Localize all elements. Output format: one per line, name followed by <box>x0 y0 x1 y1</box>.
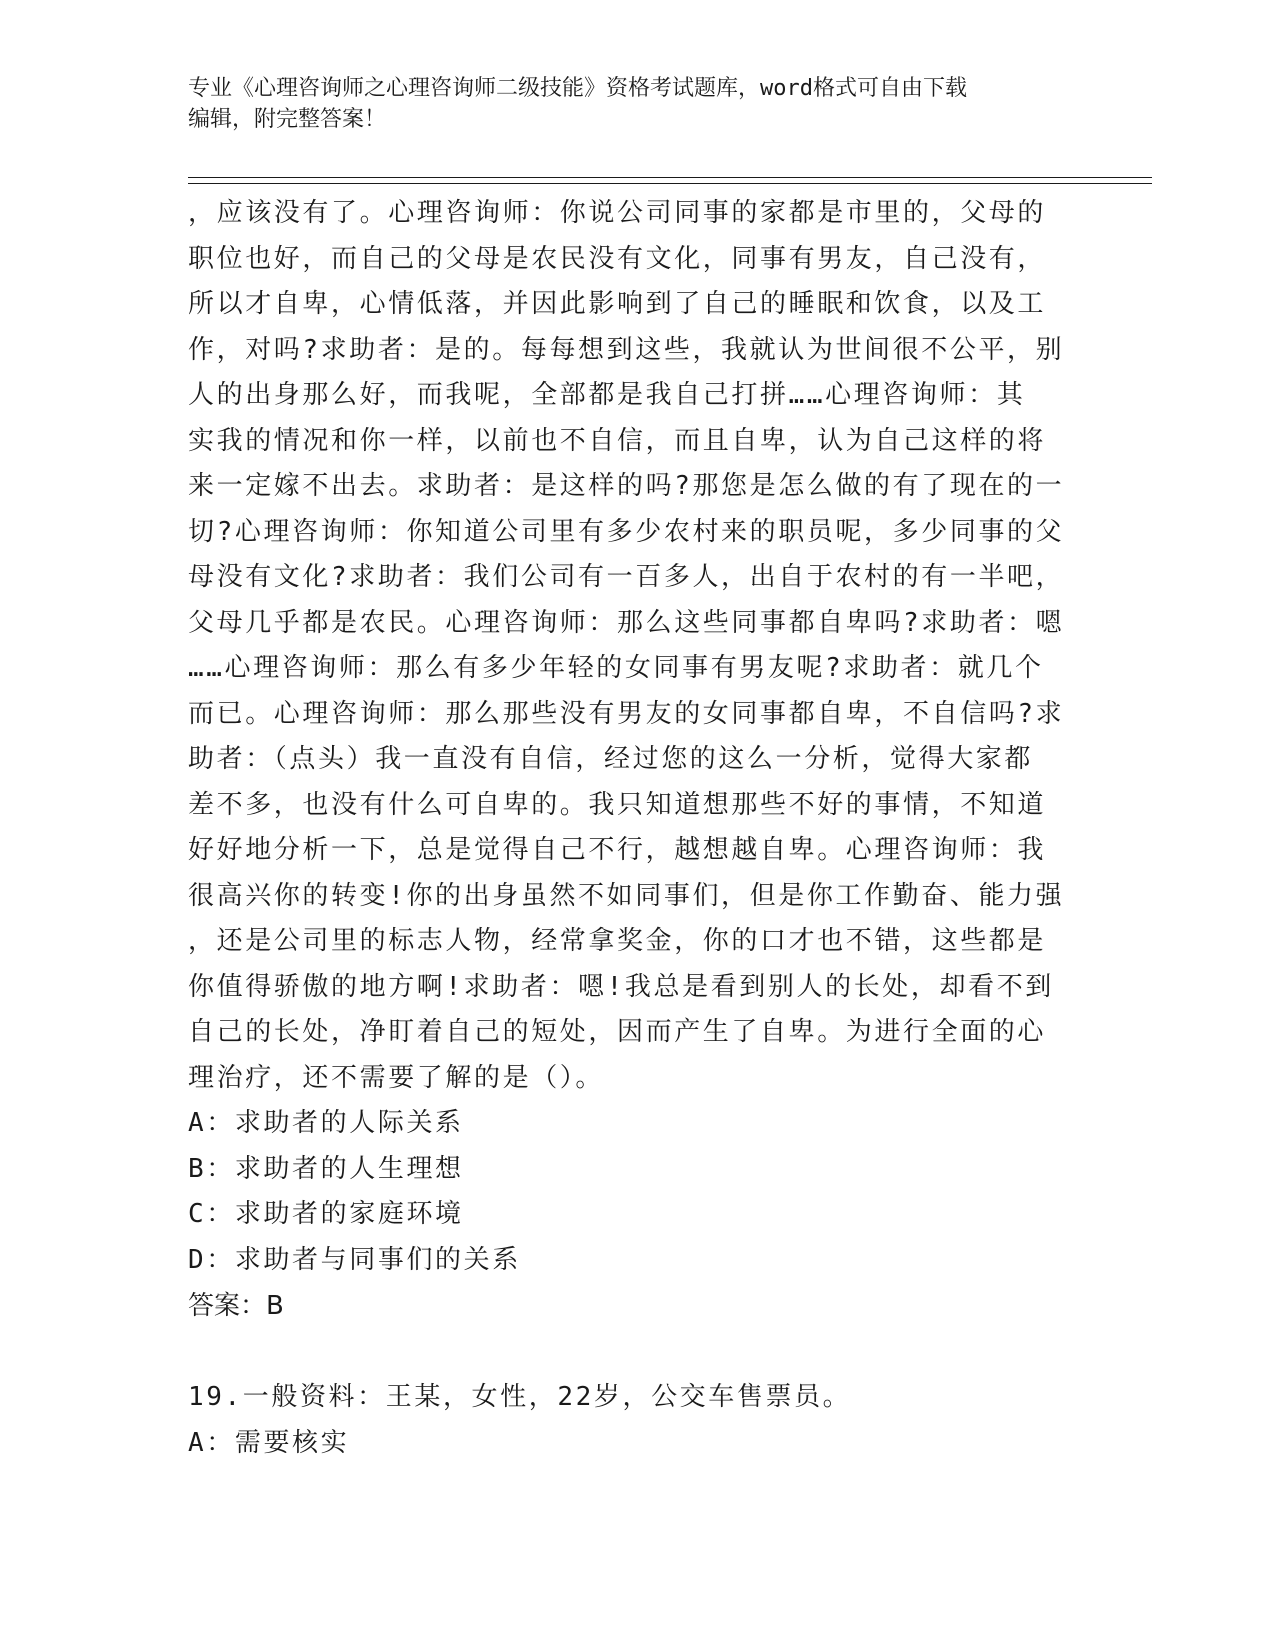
question-line: 切?心理咨询师：你知道公司里有多少农村来的职员呢，多少同事的父 <box>188 516 1065 547</box>
question-line: 你值得骄傲的地方啊!求助者：嗯!我总是看到别人的长处，却看不到 <box>188 971 1054 1002</box>
question-block <box>188 191 1078 1329</box>
question-line: 而已。心理咨询师：那么那些没有男友的女同事都自卑，不自信吗?求 <box>188 698 1065 729</box>
question-19-option-a: A：需要核实 <box>188 1427 350 1458</box>
option-d: D：求助者与同事们的关系 <box>188 1244 521 1275</box>
question-line: 作，对吗?求助者：是的。每每想到这些，我就认为世间很不公平，别 <box>188 334 1065 365</box>
question-line: 很高兴你的转变!你的出身虽然不如同事们，但是你工作勤奋、能力强 <box>188 880 1065 911</box>
answer-options <box>188 1101 1078 1283</box>
answer-key: 答案：B <box>188 1291 284 1321</box>
question-line: ……心理咨询师：那么有多少年轻的女同事有男友呢?求助者：就几个 <box>188 653 1044 683</box>
header-rule-top <box>188 177 1152 178</box>
question-text <box>188 191 1078 1101</box>
document-header <box>188 73 1068 135</box>
question-line: 实我的情况和你一样，以前也不自信，而且自卑，认为自己这样的将 <box>188 425 1047 456</box>
question-line: 母没有文化?求助者：我们公司有一百多人，出自于农村的有一半吧， <box>188 562 1065 592</box>
question-line: ，应该没有了。心理咨询师：你说公司同事的家都是市里的，父母的 <box>188 198 1047 228</box>
question-line: 所以才自卑，心情低落，并因此影响到了自己的睡眠和饮食，以及工 <box>188 289 1047 319</box>
question-line: ，还是公司里的标志人物，经常拿奖金，你的口才也不错，这些都是 <box>188 926 1047 956</box>
option-b: B：求助者的人生理想 <box>188 1153 464 1184</box>
header-line-1: 专业《心理咨询师之心理咨询师二级技能》资格考试题库，word格式可自由下载 <box>188 76 967 101</box>
header-line-2: 编辑，附完整答案！ <box>188 107 387 132</box>
question-line: 来一定嫁不出去。求助者：是这样的吗?那您是怎么做的有了现在的一 <box>188 471 1065 501</box>
question-line: 理治疗，还不需要了解的是（）。 <box>188 1062 605 1093</box>
question-line: 职位也好，而自己的父母是农民没有文化，同事有男友，自己没有， <box>188 243 1047 274</box>
question-line: 好好地分析一下，总是觉得自己不行，越想越自卑。心理咨询师：我 <box>188 835 1047 865</box>
question-line: 父母几乎都是农民。心理咨询师：那么这些同事都自卑吗?求助者：嗯 <box>188 607 1065 638</box>
header-rule-bottom <box>188 183 1152 184</box>
question-19-block <box>188 1375 1078 1466</box>
question-line: 自己的长处，净盯着自己的短处，因而产生了自卑。为进行全面的心 <box>188 1017 1047 1047</box>
question-line: 助者：（点头）我一直没有自信，经过您的这么一分析，觉得大家都 <box>188 744 1034 774</box>
question-line: 人的出身那么好，而我呢，全部都是我自己打拼……心理咨询师：其 <box>188 380 1026 410</box>
question-19-stem: 19.一般资料：王某，女性，22岁，公交车售票员。 <box>188 1382 852 1412</box>
option-c: C：求助者的家庭环境 <box>188 1199 464 1229</box>
option-a: A：求助者的人际关系 <box>188 1108 464 1138</box>
question-line: 差不多，也没有什么可自卑的。我只知道想那些不好的事情，不知道 <box>188 789 1047 820</box>
